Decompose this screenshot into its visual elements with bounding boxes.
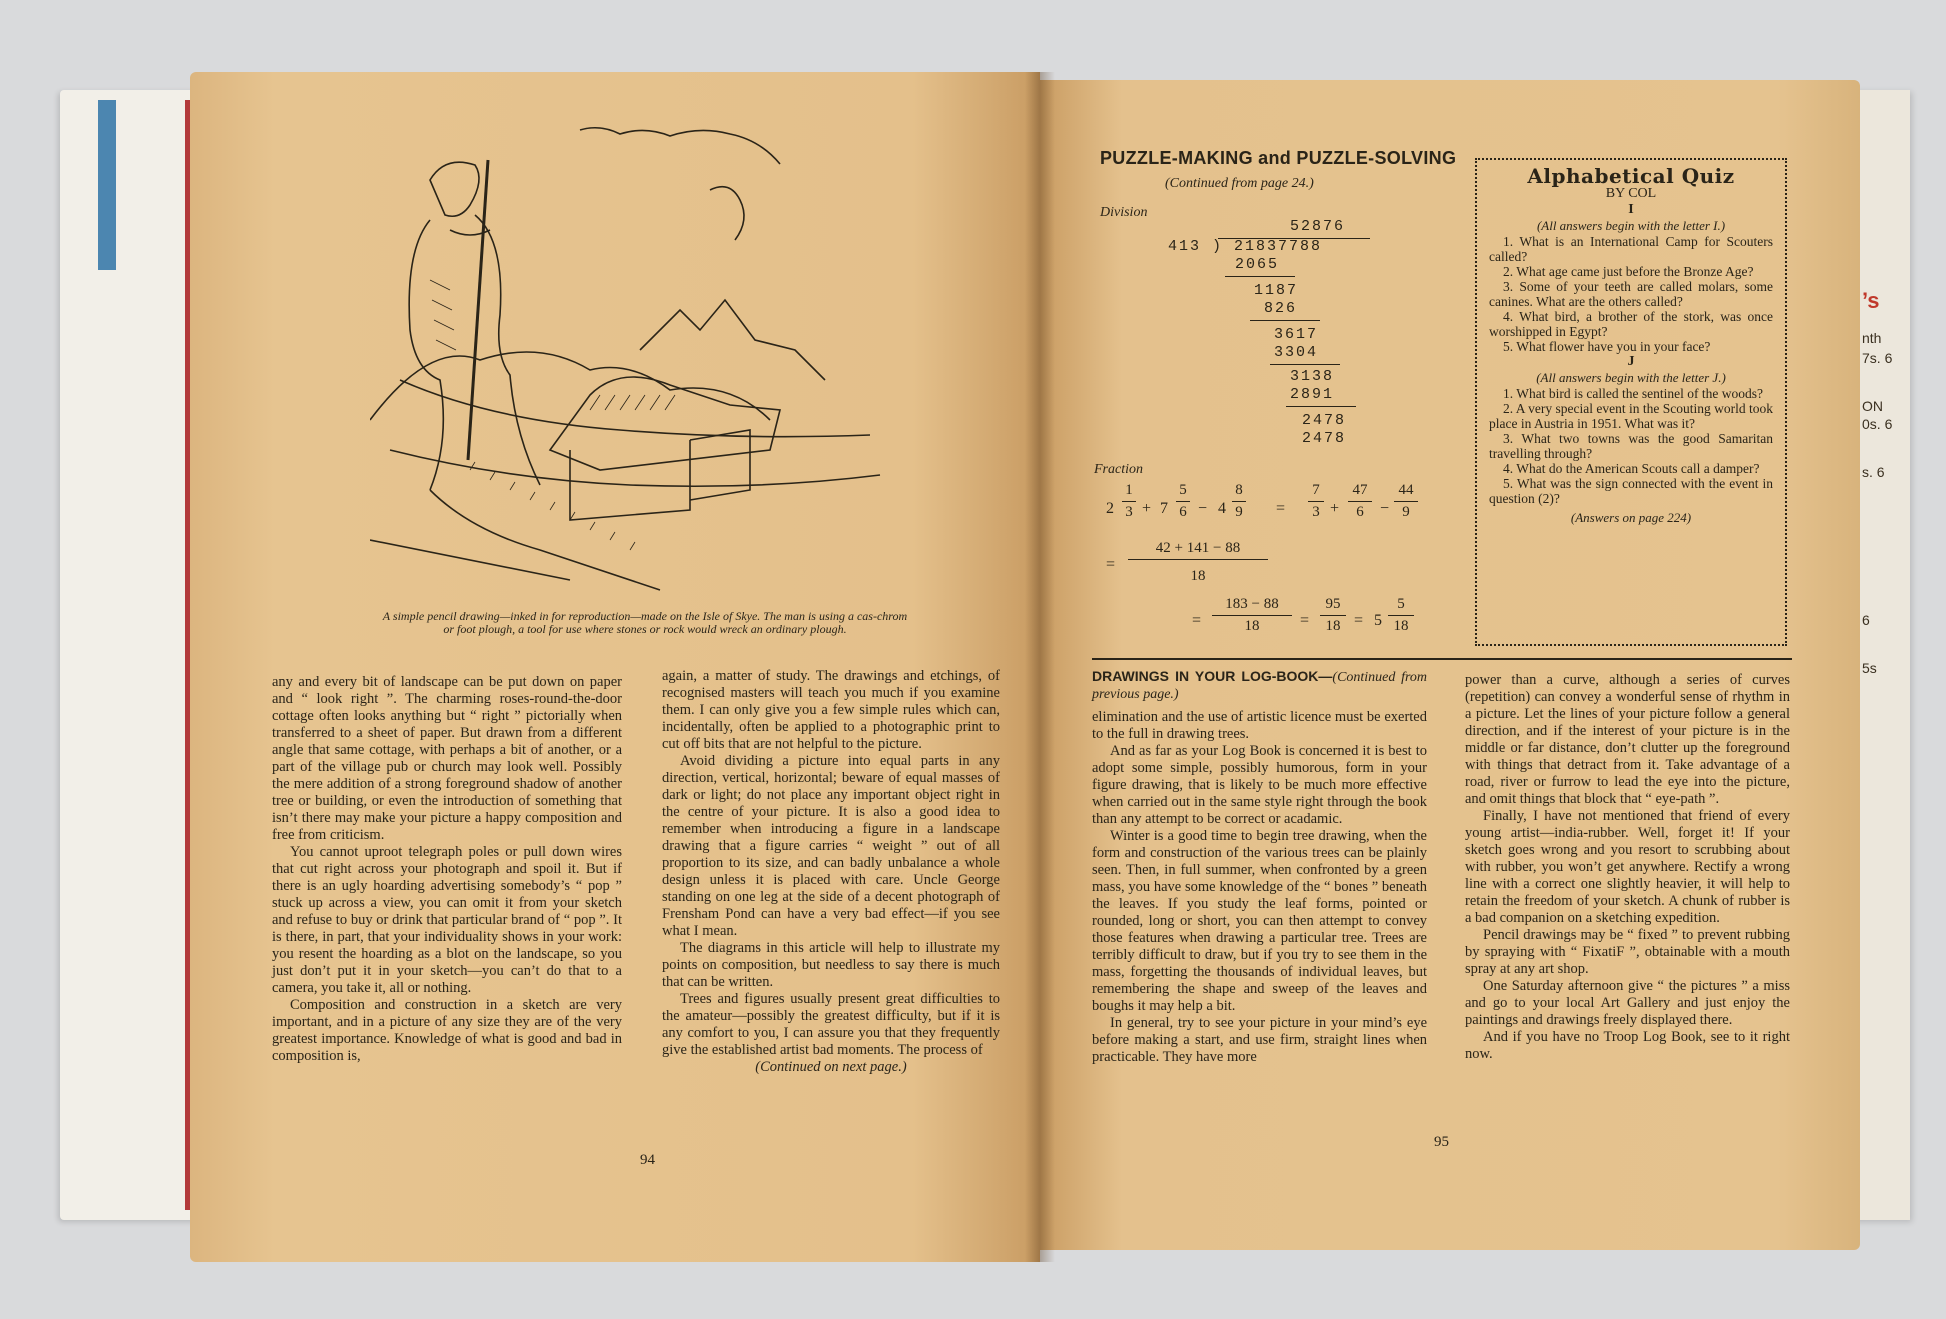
paragraph: The diagrams in this article will help to illustrate my points on composition, but needless to say there is much that can be written. [662,940,1000,990]
denominator: 3 [1312,504,1320,520]
numerator: 5 [1397,596,1405,612]
division-label: Division [1100,205,1148,220]
paragraph: Avoid dividing a picture into equal parts in any direction, vertical, horizontal; beware of equal masses of dark or light; do not place any important object right in the centre of your picture. It is also a good idea to remember when introducing a figure in a landscape drawing that a figure carries “ weight ” out of all proportion to its size, and can badly unbalance a whole design unless it is placed with care. Uncle George standing on one leg at the side of a decent photograph of Frensham Pond can have a very bad effect—if you see what I mean. [662,753,1000,939]
division-rule [1270,364,1340,365]
whole-number: 2 [1106,500,1114,517]
quiz-question: 1. What is an International Camp for Scouters called? [1489,234,1773,264]
fraction [1212,596,1292,635]
paragraph: One Saturday afternoon give “ the pictures ” a miss and go to your local Art Gallery and just enjoy the paintings and drawings freely displayed there. [1465,978,1790,1028]
cover-fragment: ON [1862,398,1883,414]
minus-sign: − [1380,500,1390,517]
paragraph: And as far as your Log Book is concerned it is best to adopt some simple, possibly humorous, form in your figure drawing, that is likely to be much more effective when carried out in the same style right through the book than any attempt to be correct or acadamic. [1092,743,1427,827]
fraction [1128,540,1268,585]
pencil-drawing-illustration [370,120,890,600]
division-step: 2478 [1302,412,1347,429]
division-dividend: 413 ) 21837788 [1168,238,1323,255]
numerator: 7 [1312,482,1320,498]
paragraph: In general, try to see your picture in your mind’s eye before making a start, and use firm, straight lines when practicable. They have more [1092,1015,1427,1065]
quiz-author: BY COL [1605,186,1657,201]
denominator: 6 [1179,504,1187,520]
continued-note: (Continued on next page.) [755,1059,907,1075]
fraction [1308,482,1324,521]
quiz-question: 1. What bird is called the sentinel of the woods? [1503,386,1763,401]
plus-sign: + [1142,500,1152,517]
division-quotient: 52876 [1290,218,1346,235]
plus-sign: + [1330,500,1340,517]
fraction [1394,482,1418,521]
equals-sign: = [1276,500,1286,517]
quiz-question: 5. What was the sign connected with the event in question (2)? [1489,476,1773,506]
quiz-question: 3. What two towns was the good Samaritan travelling through? [1489,431,1773,461]
denominator: 3 [1125,504,1133,520]
paragraph: power than a curve, although a series of curves (repetition) can convey a wonderful sense of rhythm in a picture. Let the lines of your picture follow a general direction, and if the interest of your picture is in the middle or far distance, don’t clutter up the foreground with things that detract from it. Take advantage of a road, river or furrow to lead the eye into the picture, and omit things that block that “ eye-path ”. [1465,672,1790,807]
log-book-title: DRAWINGS IN YOUR LOG-BOOK— [1092,668,1333,684]
cover-blue-band [98,100,116,270]
numerator: 8 [1235,482,1243,498]
numerator: 42 + 141 − 88 [1155,540,1241,556]
equals-sign: = [1300,612,1310,629]
numerator: 183 − 88 [1225,596,1279,612]
left-column-2 [662,668,1000,1076]
cover-fragment: 5s [1862,660,1877,676]
denominator: 18 [1190,568,1206,584]
log-book-continued: (Continued from previous page.) [1092,670,1428,702]
paragraph: Trees and figures usually present great difficulties to the amateur—possibly the greatest difficulty, but if it is any comfort to you, I can assure you that they frequently give the established artist bad moments. The process of [662,991,1000,1058]
division-step: 3138 [1290,368,1335,385]
quiz-question: 2. What age came just before the Bronze Age? [1503,264,1754,279]
section-divider [1092,658,1792,660]
fraction [1122,482,1136,521]
page-number-right: 95 [1434,1134,1449,1150]
denominator: 9 [1402,504,1410,520]
denominator: 9 [1235,504,1243,520]
paragraph: And if you have no Troop Log Book, see to it right now. [1465,1029,1790,1062]
paragraph: You cannot uproot telegraph poles or pull down wires that cut right across your photograph and spoil it. But if there is an ugly hoarding advertising somebody’s “ pop ” stuck up across a view, you can omit it from your sketch and refuse to buy or drink that particular brand of “ pop ”. It is there, in part, that your individuality shows in your work: you resent the hoarding as a blot on the landscape, so you just don’t put it in your sketch—you can’t do that to a camera, you take it, all or nothing. [272,844,622,996]
paragraph: any and every bit of landscape can be put down on paper and “ look right ”. The charming roses-round-the-door cottage often looks anything but “ right ” pictorially when transferred to a sheet of paper. But drawn from a different angle that same cottage, with perhaps a bit of another, or a part of the village pub or church may look well. Possibly the mere addition of a strong foreground shadow of another tree or building, or even the introduction of something that isn’t there may make your picture a happy composition and free from criticism. [272,674,622,843]
whole-number: 5 [1374,612,1382,629]
paragraph: Winter is a good time to begin tree drawing, when the form and construction of the various trees can be plainly seen. Then, in full summer, when confronted by a green mass, you have some knowledge of the “ bones ” beneath the leaves. If you study the leaf forms, pointed or rounded, long or short, you can then attempt to convey those features when drawing a particular tree. Trees are terribly difficult to draw, but if you try to see them in the mass, forgetting the thousands of individual leaves, but remembering the shape and sweep of the leaves and boughs it may help a bit. [1092,828,1427,1014]
cover-fragment: 7s. 6 [1862,350,1893,366]
division-rule [1250,320,1320,321]
quiz-letter-i: I [1628,202,1634,217]
denominator: 18 [1325,618,1341,634]
puzzle-subtitle: (Continued from page 24.) [1165,176,1314,191]
equals-sign: = [1192,612,1202,629]
quiz-question: 2. A very special event in the Scouting world took place in Austria in 1951. What was it? [1489,401,1773,431]
numerator: 1 [1125,482,1133,498]
equals-sign: = [1354,612,1364,629]
quiz-letter-j: J [1627,354,1635,369]
fraction [1232,482,1246,521]
denominator: 18 [1244,618,1260,634]
fraction [1320,596,1346,635]
cover-fragment: nth [1862,330,1882,346]
page-number-left: 94 [640,1152,655,1168]
numerator: 95 [1325,596,1341,612]
fraction-label: Fraction [1094,462,1143,477]
fraction [1176,482,1190,521]
division-step: 2478 [1302,430,1347,447]
division-step: 1187 [1254,282,1299,299]
illustration-caption: A simple pencil drawing—inked in for reproduction—made on the Isle of Skye. The man is using a cas-chrom or foot plough, a tool for use where stones or rock would wreck an ordinary plough. [382,609,908,636]
cover-fragment: 6 [1862,612,1870,628]
division-rule [1225,276,1295,277]
puzzle-title: PUZZLE-MAKING and PUZZLE-SOLVING [1100,148,1457,168]
quiz-title: Alphabetical Quiz [1527,164,1735,188]
division-step: 826 [1264,300,1298,317]
paragraph: Composition and construction in a sketch are very important, and in a picture of any size they are of the very greatest importance. Knowledge of what is good and bad in composition is, [272,997,622,1064]
numerator: 44 [1398,482,1414,498]
quiz-note-j: (All answers begin with the letter J.) [1536,370,1726,385]
cover-fragment: s. 6 [1862,464,1885,480]
denominator: 18 [1393,618,1409,634]
paragraph: elimination and the use of artistic licence must be exerted to the full in drawing trees. [1092,709,1427,742]
quiz-question: 3. Some of your teeth are called molars, some canines. What are the others called? [1489,279,1773,309]
quiz-question: 4. What do the American Scouts call a damper? [1503,461,1760,476]
right-column-2 [1465,672,1790,1063]
quiz-answers-note: (Answers on page 224) [1570,510,1692,525]
paragraph: Finally, I have not mentioned that friend of every young artist—india-rubber. Well, forget it! If your sketch goes wrong and you resort to scrubbing about with rubber, you won’t get anywhere. Rectify a wrong line with a correct one slightly heavier, it will help to retain the freedom of your sketch. A chunk of rubber is a bad companion on a sketching expedition. [1465,808,1790,926]
whole-number: 7 [1160,500,1168,517]
right-column-1 [1092,668,1427,1066]
left-column-1 [272,674,622,1065]
fraction [1388,596,1414,635]
division-step: 3304 [1274,344,1319,361]
equals-sign: = [1106,556,1116,573]
numerator: 5 [1179,482,1187,498]
cover-fragment-title: ’s [1862,288,1880,313]
division-step: 3617 [1274,326,1319,343]
quiz-question: 5. What flower have you in your face? [1503,339,1711,354]
alphabetical-quiz-box [1475,158,1787,646]
cover-fragment: 0s. 6 [1862,416,1893,432]
quiz-note-i: (All answers begin with the letter I.) [1536,218,1726,233]
division-rule [1286,406,1356,407]
minus-sign: − [1198,500,1208,517]
quiz-question: 4. What bird, a brother of the stork, was once worshipped in Egypt? [1489,309,1773,339]
book-gutter [1025,72,1055,1262]
numerator: 47 [1352,482,1368,498]
log-heading [1092,668,1427,703]
denominator: 6 [1356,504,1364,520]
division-step: 2065 [1235,256,1280,273]
paragraph: Pencil drawings may be “ fixed ” to prevent rubbing by spraying with “ FixatiF ”, obtainable with a mouth spray at any art shop. [1465,927,1790,977]
paragraph: again, a matter of study. The drawings and etchings, of recognised masters will teach you much if you examine them. I can only give you a few simple rules which can, incidentally, often be applied to a photographic print to cut off bits that are not helpful to the picture. [662,668,1000,752]
division-step: 2891 [1290,386,1335,403]
whole-number: 4 [1218,500,1226,517]
fraction [1348,482,1372,521]
